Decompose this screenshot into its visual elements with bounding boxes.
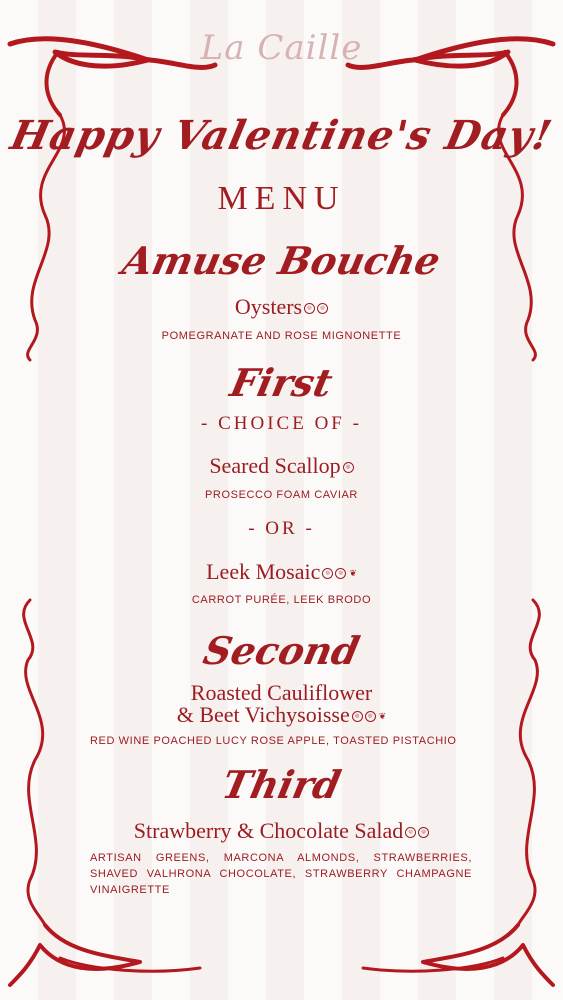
dish-roasted-cauliflower-line1: Roasted Cauliflower [190,680,373,705]
section-title-third: Third [218,762,345,807]
dish-name: Oysters [234,294,303,319]
dietary-marker-icon: ◎ [343,462,354,473]
or-divider: - OR - [248,518,315,539]
dish-description: RED WINE POACHED LUCY ROSE APPLE, TOASTED PISTACHIO [90,735,457,747]
section-title-first: First [226,360,337,405]
leaf-icon: ❦ [349,568,357,579]
greeting-title: Happy Valentine's Day! [6,112,557,159]
dish-oysters [0,294,563,320]
menu-title: MENU [217,180,346,217]
dietary-marker-icon: ◎ [352,711,363,722]
dietary-marker-icon: ◎ [365,711,376,722]
dish-description: PROSECCO FOAM CAVIAR [205,489,358,501]
dietary-marker-icon: ◎ [317,303,328,314]
dietary-marker-icon: ◎ [322,568,333,579]
dish-roasted-cauliflower-line2 [0,702,563,728]
section-title-second: Second [199,628,364,673]
dietary-marker-icon: ◎ [405,827,416,838]
dish-seared-scallop [0,453,563,479]
leaf-icon: ❦ [378,711,387,722]
section-title-amuse-bouche: Amuse Bouche [118,238,445,283]
choice-of-label: - CHOICE OF - [201,413,362,434]
dish-name: & Beet Vichysoisse [176,702,350,727]
brand-logo: La Caille [200,28,363,68]
dish-description: ARTISAN GREENS, MARCONA ALMONDS, STRAWBERRIES, SHAVED VALHRONA CHOCOLATE, STRAWBERRY CHAMPAGNE VINAIGRETTE [90,852,472,896]
dish-description: POMEGRANATE AND ROSE MIGNONETTE [161,330,402,342]
dietary-marker-icon: ◎ [418,827,429,838]
dietary-marker-icon: ◎ [304,303,315,314]
dish-name: Seared Scallop [209,453,341,478]
dish-name: Strawberry & Chocolate Salad [133,818,404,843]
dish-leek-mosaic [0,559,563,585]
dish-description: CARROT PURÉE, LEEK BRODO [191,594,372,606]
dish-strawberry-chocolate-salad [0,818,563,844]
dietary-marker-icon: ◎ [335,568,346,579]
dish-name: Leek Mosaic [206,559,321,584]
